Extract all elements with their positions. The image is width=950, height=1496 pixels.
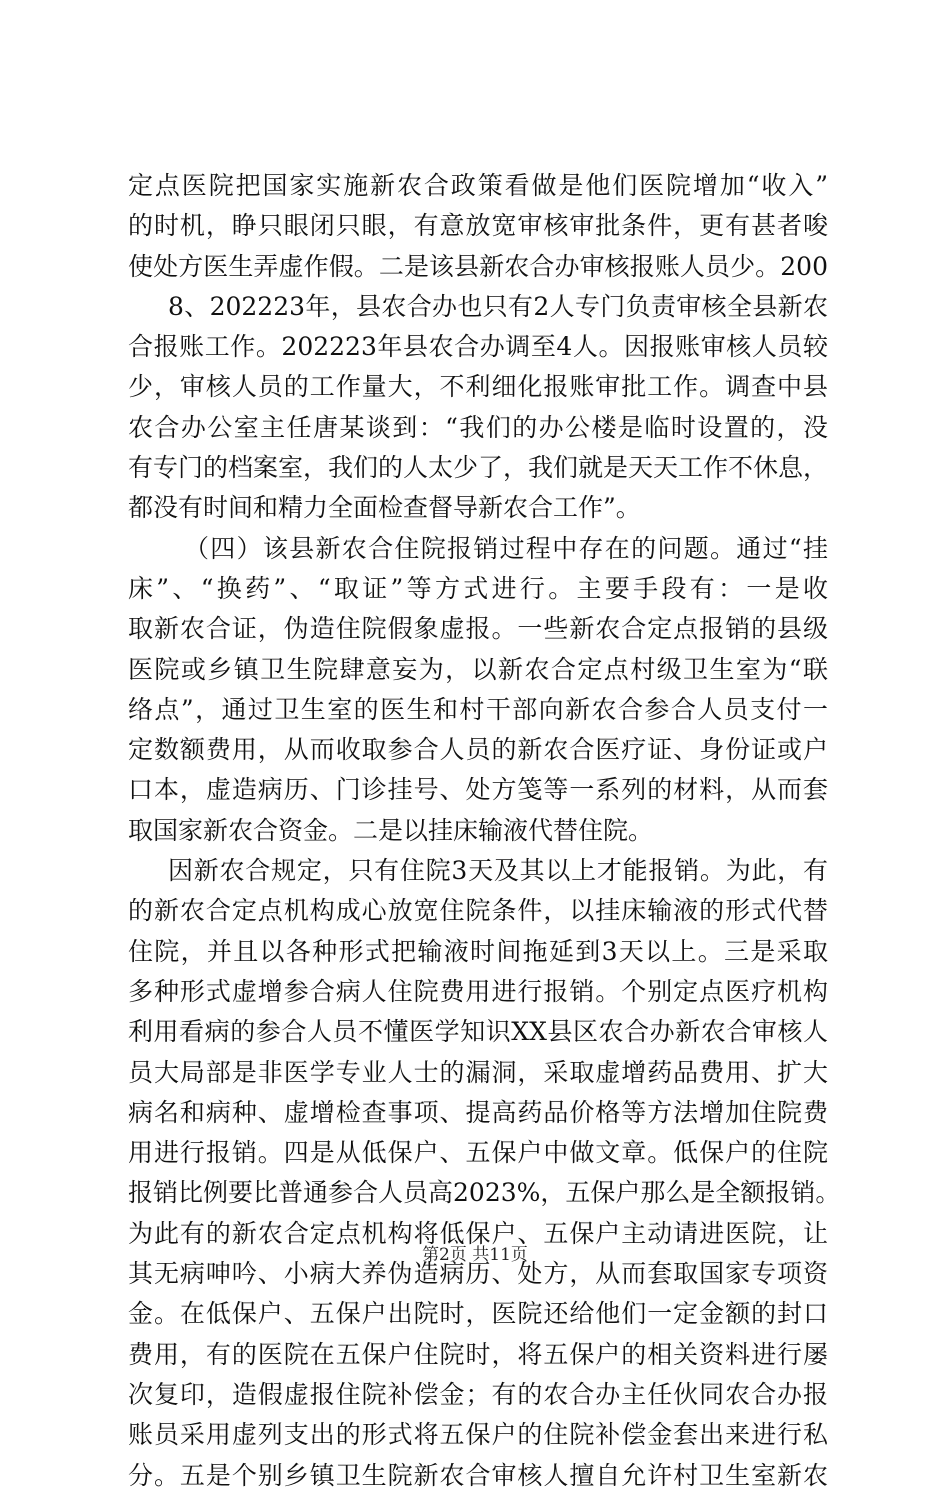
text-line: 分。五是个别乡镇卫生院新农合审核人擅自允许村卫生室新农: [128, 1460, 828, 1490]
text-line: 其无病呻吟、小病大养伪造病历、处方，从而套取国家专项资: [128, 1259, 828, 1289]
text-line: 员大局部是非医学专业人士的漏洞，采取虚增药品费用、扩大: [128, 1057, 828, 1087]
text-line: 医院或乡镇卫生院肆意妄为，以新农合定点村级卫生室为“联: [128, 654, 828, 684]
text-line: 金。在低保户、五保户出院时，医院还给他们一定金额的封口: [128, 1299, 828, 1329]
text-line: 合报账工作。202223年县农合办调至4人。因报账审核人员较: [128, 332, 828, 362]
text-line: 的新农合定点机构成心放宽住院条件，以挂床输液的形式代替: [128, 896, 828, 926]
text-line: 账员采用虚列支出的形式将五保户的住院补偿金套出来进行私: [128, 1420, 828, 1450]
text-line: 住院，并且以各种形式把输液时间拖延到3天以上。三是采取: [128, 936, 828, 966]
text-line: 少，审核人员的工作量大，不利细化报账审批工作。调查中县: [128, 372, 828, 402]
text-line: 为此有的新农合定点机构将低保户、五保户主动请进医院，让: [128, 1218, 828, 1248]
text-line: 多种形式虚增参合病人住院费用进行报销。个别定点医疗机构: [128, 976, 828, 1006]
text-line: 的时机，睁只眼闭只眼，有意放宽审核审批条件，更有甚者唆: [128, 211, 828, 241]
text-line: 报销比例要比普通参合人员高2023%，五保户那么是全额报销。: [128, 1178, 841, 1208]
text-line: 农合办公室主任唐某谈到：“我们的办公楼是临时设置的，没: [128, 412, 828, 442]
text-line: 用进行报销。四是从低保户、五保户中做文章。低保户的住院: [128, 1138, 828, 1168]
text-line: 口本，虚造病历、门诊挂号、处方笺等一系列的材料，从而套: [128, 775, 828, 805]
text-line: 费用，有的医院在五保户住院时，将五保户的相关资料进行屡: [128, 1339, 828, 1369]
text-line: 利用看病的参合人员不懂医学知识XX县区农合办新农合审核人: [128, 1017, 828, 1047]
text-line: 病名和病种、虚增检查事项、提高药品价格等方法增加住院费: [128, 1097, 828, 1127]
text-line: （四）该县新农合住院报销过程中存在的问题。通过“挂: [184, 533, 828, 563]
text-line: 都没有时间和精力全面检查督导新农合工作”。: [128, 493, 641, 523]
text-line: 使处方医生弄虚作假。二是该县新农合办审核报账人员少。200: [128, 251, 828, 281]
text-line: 取新农合证，伪造住院假象虚报。一些新农合定点报销的县级: [128, 614, 828, 644]
text-line: 因新农合规定，只有住院3天及其以上才能报销。为此，有: [168, 856, 828, 886]
text-line: 取国家新农合资金。二是以挂床输液代替住院。: [128, 815, 654, 845]
text-line: 定点医院把国家实施新农合政策看做是他们医院增加“收入”: [128, 171, 828, 200]
text-line: 有专门的档案室，我们的人太少了，我们就是天天工作不休息，: [128, 453, 829, 483]
page-number-footer: 第2页 共11页: [422, 1245, 528, 1265]
text-line: 床”、“换药”、“取证”等方式进行。主要手段有：一是收: [128, 573, 828, 603]
document-body: [128, 166, 841, 1496]
text-line: 次复印，造假虚报住院补偿金；有的农合办主任伙同农合办报: [128, 1379, 828, 1409]
text-line: 络点”，通过卫生室的医生和村干部向新农合参合人员支付一: [128, 694, 828, 724]
text-line: 定数额费用，从而收取参合人员的新农合医疗证、身份证或户: [128, 735, 828, 765]
text-line: 8、202223年，县农合办也只有2人专门负责审核全县新农: [168, 291, 828, 321]
